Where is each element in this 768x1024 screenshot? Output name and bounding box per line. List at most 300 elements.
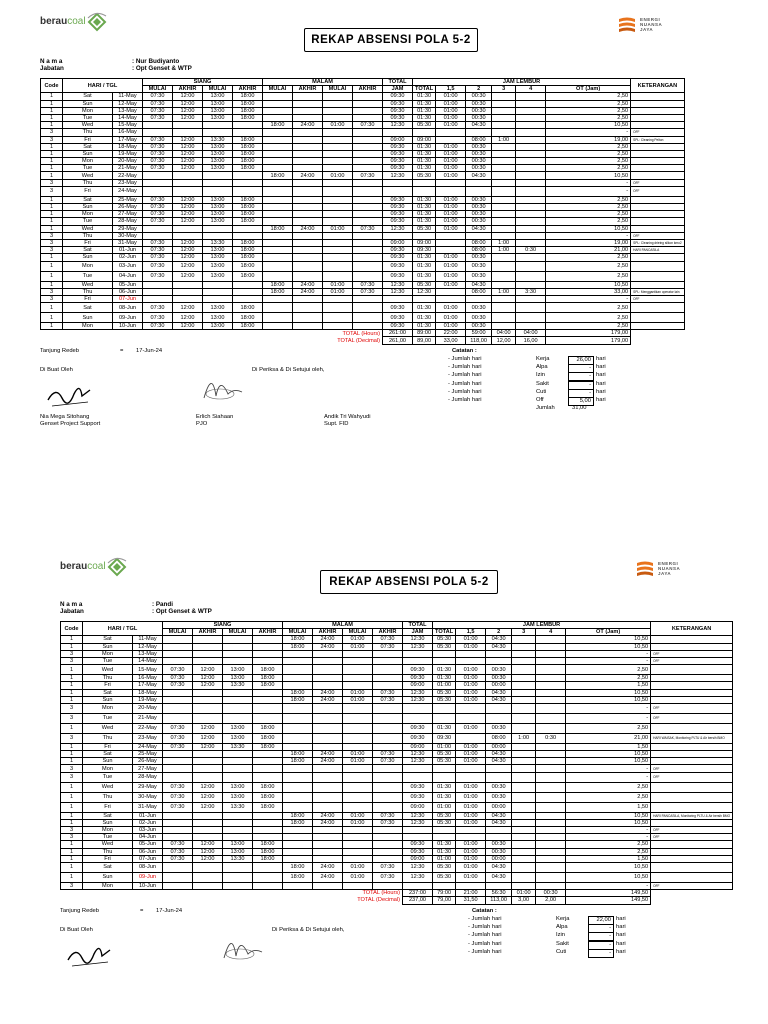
cell-col-14: 00:30 (466, 143, 492, 150)
cell-col-0: 3 (41, 232, 63, 239)
attendance-table (40, 78, 685, 345)
cell-col-2: 20-May (133, 703, 163, 713)
summary-item-label: - Jumlah hari (468, 948, 502, 955)
cell-col-18: SPL: Menggantikan operator lain (631, 288, 685, 295)
table-row (41, 281, 685, 288)
cell-day: Fri (63, 186, 113, 196)
cell-col-13: 01:00 (456, 782, 486, 792)
made-by-label: Di Buat Oleh (40, 367, 73, 373)
cell-col-9: 01:00 (343, 636, 373, 643)
subheader-mulai: MULAI (203, 86, 233, 93)
enj-word: NUANSA (640, 21, 663, 27)
cell-col-18 (651, 665, 733, 675)
table-row (61, 782, 733, 792)
cell-col-8 (313, 650, 343, 657)
cell-col-9 (323, 114, 353, 121)
cell-col-3: 07:30 (143, 254, 173, 261)
cell-col-14: 00:30 (466, 211, 492, 218)
cell-col-4: 12:00 (173, 165, 203, 172)
cell-col-5: 13:00 (203, 211, 233, 218)
table-row (41, 261, 685, 271)
cell-col-13: 01:00 (436, 100, 466, 107)
cell-col-16 (516, 150, 546, 157)
total-decimal-row-value: 33,00 (436, 337, 466, 344)
cell-col-3 (163, 636, 193, 643)
cell-col-7 (283, 723, 313, 733)
cell-col-14: 00:30 (466, 165, 492, 172)
cell-col-4: 12:00 (193, 782, 223, 792)
cell-col-4: 12:00 (193, 841, 223, 848)
cell-col-6 (253, 862, 283, 872)
cell-col-12: 09:30 (433, 733, 456, 743)
cell-col-13 (436, 186, 466, 196)
cell-col-18 (651, 751, 733, 758)
cell-col-6: 18:00 (233, 313, 263, 323)
cell-col-0: 1 (61, 848, 83, 855)
cell-col-2: 14-May (113, 114, 143, 121)
cell-col-4 (173, 288, 203, 295)
cell-col-11: 09:30 (383, 196, 413, 203)
cell-col-17: 2,50 (546, 100, 631, 107)
cell-col-8: 24:00 (293, 122, 323, 129)
cell-col-16 (516, 211, 546, 218)
signature-image (198, 368, 248, 404)
cell-col-18 (651, 848, 733, 855)
cell-col-4 (193, 827, 223, 834)
cell-col-8 (313, 733, 343, 743)
cell-col-9 (323, 218, 353, 225)
cell-col-15 (492, 204, 516, 211)
cell-col-9 (343, 682, 373, 689)
total-hours-row-value: 21:00 (456, 890, 486, 897)
cell-col-9 (343, 765, 373, 772)
table-row (61, 703, 733, 713)
cell-col-2: 28-May (133, 772, 163, 782)
cell-day: Fri (83, 743, 133, 750)
table-row (61, 812, 733, 819)
cell-col-0: 1 (41, 143, 63, 150)
header-day-date: HARI / TGL (63, 79, 143, 93)
cell-col-6: 18:00 (253, 743, 283, 750)
cell-col-7: 18:00 (283, 643, 313, 650)
cell-col-0: 1 (61, 696, 83, 703)
total-decimal-row-value: 3,00 (512, 897, 536, 904)
cell-col-14: 00:30 (466, 218, 492, 225)
cell-col-8 (293, 93, 323, 100)
cell-day: Wed (83, 782, 133, 792)
cell-col-10: 07:30 (373, 862, 403, 872)
cell-col-4: 12:00 (173, 143, 203, 150)
job-label: Jabatan (60, 608, 84, 615)
cell-col-8 (293, 204, 323, 211)
cell-col-7 (263, 303, 293, 313)
total-decimal-row-value: 113,00 (486, 897, 512, 904)
cell-day: Sat (63, 247, 113, 254)
cell-col-12: 09:00 (413, 239, 436, 246)
cell-col-8 (313, 703, 343, 713)
cell-col-8 (313, 848, 343, 855)
cell-col-17: 2,50 (546, 323, 631, 330)
cell-col-6 (253, 812, 283, 819)
cell-col-9: 01:00 (323, 288, 353, 295)
summary-item-type: Sakit (556, 940, 569, 947)
cell-col-10: 07:30 (373, 696, 403, 703)
cell-col-3: 07:30 (143, 303, 173, 313)
table-row (61, 636, 733, 643)
cell-col-5: 13:00 (223, 675, 253, 682)
cell-col-6: 18:00 (233, 261, 263, 271)
table-row (41, 271, 685, 281)
cell-col-18 (631, 165, 685, 172)
cell-col-8 (293, 107, 323, 114)
cell-col-8: 24:00 (313, 812, 343, 819)
cell-col-15 (512, 872, 536, 882)
cell-col-14: 00:30 (466, 100, 492, 107)
cell-day: Fri (83, 802, 133, 812)
cell-col-13 (456, 772, 486, 782)
cell-col-18 (651, 696, 733, 703)
cell-col-5: 13:00 (203, 150, 233, 157)
summary-item-value: - (588, 932, 614, 941)
cell-col-3: 07:30 (143, 218, 173, 225)
cell-col-18: SPL: Cleaning Pelton (631, 136, 685, 143)
cell-col-15 (492, 158, 516, 165)
cell-col-12: 01:30 (413, 254, 436, 261)
cell-col-18: HARI PANCASILA (631, 247, 685, 254)
cell-col-15: 1:00 (492, 136, 516, 143)
cell-col-18: OFF (631, 129, 685, 136)
cell-col-2: 12-May (113, 100, 143, 107)
cell-col-7 (263, 129, 293, 136)
cell-col-17: 19,00 (546, 239, 631, 246)
cell-col-0: 1 (61, 665, 83, 675)
cell-col-15 (492, 172, 516, 179)
cell-col-0: 1 (61, 743, 83, 750)
cell-col-8 (293, 136, 323, 143)
cell-col-14 (486, 882, 512, 889)
cell-col-12 (433, 827, 456, 834)
cell-col-2: 17-May (113, 136, 143, 143)
cell-col-16 (516, 107, 546, 114)
cell-day: Fri (83, 682, 133, 689)
cell-col-5: 13:00 (203, 218, 233, 225)
summary-item-type: Izin (556, 932, 566, 939)
cell-col-10 (353, 204, 383, 211)
cell-col-10 (353, 100, 383, 107)
cell-col-0: 3 (41, 247, 63, 254)
cell-col-6: 18:00 (253, 682, 283, 689)
table-row (61, 872, 733, 882)
cell-col-6: 18:00 (233, 239, 263, 246)
cell-col-15 (512, 827, 536, 834)
cell-col-17: 2,50 (546, 158, 631, 165)
cell-col-18 (631, 211, 685, 218)
cell-col-15 (512, 689, 536, 696)
cell-col-9 (323, 232, 353, 239)
cell-day: Sat (63, 93, 113, 100)
cell-col-15 (512, 751, 536, 758)
cell-col-16 (536, 848, 566, 855)
cell-col-9 (343, 827, 373, 834)
cell-col-12: 01:00 (433, 682, 456, 689)
subheader-l2: 2 (466, 86, 492, 93)
cell-col-9 (323, 261, 353, 271)
table-row (41, 186, 685, 196)
cell-col-13: 01:00 (456, 758, 486, 765)
cell-col-13: 01:00 (456, 682, 486, 689)
cell-col-0: 3 (61, 882, 83, 889)
cell-col-14: 00:30 (486, 675, 512, 682)
cell-col-5 (223, 819, 253, 826)
cell-col-13 (456, 650, 486, 657)
cell-col-7 (283, 765, 313, 772)
cell-col-2: 27-May (133, 765, 163, 772)
cell-col-3: 07:30 (143, 196, 173, 203)
cell-col-3: 07:30 (143, 143, 173, 150)
cell-col-5 (223, 834, 253, 841)
cell-col-16 (516, 232, 546, 239)
cell-col-9 (343, 703, 373, 713)
cell-col-8 (293, 165, 323, 172)
cell-col-2: 22-May (113, 172, 143, 179)
cell-col-9 (323, 165, 353, 172)
cell-col-16 (516, 281, 546, 288)
cell-col-15 (492, 232, 516, 239)
cell-col-12: 05:30 (413, 281, 436, 288)
cell-col-16 (536, 675, 566, 682)
cell-col-16 (536, 696, 566, 703)
cell-col-16 (536, 882, 566, 889)
cell-col-3 (163, 872, 193, 882)
cell-day: Sun (63, 313, 113, 323)
cell-col-3 (163, 812, 193, 819)
subheader-ltotal: TOTAL (413, 86, 436, 93)
cell-col-12: 05:30 (413, 225, 436, 232)
cell-col-2: 06-Jun (133, 848, 163, 855)
cell-col-6 (253, 758, 283, 765)
cell-col-12 (413, 129, 436, 136)
cell-col-14: 04:30 (486, 758, 512, 765)
cell-col-6: 18:00 (233, 196, 263, 203)
cell-col-7 (263, 323, 293, 330)
cell-col-4 (173, 129, 203, 136)
subheader-mulai: MULAI (143, 86, 173, 93)
total-decimal-row-value: 237,00 (403, 897, 433, 904)
cell-col-7 (263, 158, 293, 165)
table-row (41, 100, 685, 107)
cell-col-14: 08:00 (466, 288, 492, 295)
cell-col-0: 1 (41, 211, 63, 218)
cell-col-2: 05-Jun (133, 841, 163, 848)
cell-col-2: 20-May (113, 158, 143, 165)
cell-col-11: 09:30 (403, 848, 433, 855)
total-decimal-row-value: 149,50 (566, 897, 651, 904)
cell-col-12: 01:30 (413, 271, 436, 281)
enj-word: ENERGI (658, 560, 679, 566)
cell-col-12: 01:30 (433, 675, 456, 682)
cell-col-16 (536, 665, 566, 675)
cell-col-4: 12:00 (173, 204, 203, 211)
cell-col-16 (516, 204, 546, 211)
cell-col-2: 28-May (113, 218, 143, 225)
total-hours-row (61, 890, 733, 897)
cell-col-17: 1,50 (566, 802, 651, 812)
cell-col-6: 18:00 (253, 848, 283, 855)
cell-col-10 (353, 158, 383, 165)
total-hours-row-value: 01:00 (512, 890, 536, 897)
cell-col-0: 1 (41, 100, 63, 107)
table-row (61, 723, 733, 733)
cell-col-12 (433, 765, 456, 772)
cell-col-15 (512, 848, 536, 855)
cell-col-18 (631, 281, 685, 288)
cell-col-16 (536, 772, 566, 782)
cell-col-16 (516, 158, 546, 165)
cell-col-12: 01:30 (413, 204, 436, 211)
cell-day: Thu (83, 675, 133, 682)
cell-col-7 (263, 186, 293, 196)
cell-col-6: 18:00 (233, 100, 263, 107)
cell-col-15 (512, 713, 536, 723)
summary-item-type: Kerja (556, 916, 570, 922)
cell-col-14: 00:30 (486, 782, 512, 792)
cell-col-3: 07:30 (143, 165, 173, 172)
cell-col-14: 00:00 (486, 682, 512, 689)
cell-col-5: 13:00 (223, 841, 253, 848)
cell-col-3 (163, 713, 193, 723)
cell-col-4 (193, 882, 223, 889)
subheader-jam: JAM (383, 86, 413, 93)
cell-col-14 (486, 772, 512, 782)
summary-item-value: 5,00 (568, 397, 594, 406)
cell-col-2: 09-Jun (113, 313, 143, 323)
cell-col-4: 12:00 (193, 723, 223, 733)
cell-col-7: 18:00 (283, 751, 313, 758)
cell-col-4: 12:00 (173, 150, 203, 157)
cell-col-10 (373, 713, 403, 723)
table-row (41, 239, 685, 246)
cell-col-13: 01:00 (436, 196, 466, 203)
cell-col-18 (631, 271, 685, 281)
cell-day: Mon (63, 211, 113, 218)
cell-col-15 (512, 675, 536, 682)
cell-col-12: 05:30 (413, 172, 436, 179)
cell-col-17: 10,50 (566, 812, 651, 819)
cell-col-11: 09:30 (383, 143, 413, 150)
cell-col-9 (343, 650, 373, 657)
cell-col-5 (223, 827, 253, 834)
cell-col-5 (203, 288, 233, 295)
cell-col-0: 1 (61, 723, 83, 733)
summary-item-label: - Jumlah hari (448, 364, 482, 371)
cell-col-13: 01:00 (456, 675, 486, 682)
cell-col-15 (512, 802, 536, 812)
table-row (41, 323, 685, 330)
table-row (61, 713, 733, 723)
table-row (41, 93, 685, 100)
cell-day: Wed (63, 281, 113, 288)
cell-col-7: 18:00 (263, 172, 293, 179)
cell-col-17: - (566, 657, 651, 664)
cell-col-10 (353, 150, 383, 157)
cell-col-11: 09:30 (383, 218, 413, 225)
cell-col-5: 13:00 (223, 782, 253, 792)
cell-col-16 (536, 782, 566, 792)
table-row (61, 758, 733, 765)
cell-col-18 (631, 158, 685, 165)
cell-col-18 (651, 682, 733, 689)
cell-col-15 (512, 657, 536, 664)
cell-col-18 (631, 172, 685, 179)
cell-col-8: 24:00 (293, 288, 323, 295)
cell-col-6: 18:00 (233, 107, 263, 114)
cell-col-18: OFF (651, 772, 733, 782)
cell-col-18: OFF (651, 765, 733, 772)
cell-col-10: 07:30 (373, 812, 403, 819)
cell-col-12 (433, 703, 456, 713)
cell-col-7: 18:00 (263, 288, 293, 295)
cell-col-0: 1 (41, 196, 63, 203)
cell-col-2: 15-May (133, 665, 163, 675)
cell-col-8: 24:00 (293, 225, 323, 232)
summary-item-value: 22,00 (588, 916, 614, 925)
cell-col-11 (403, 650, 433, 657)
cell-col-15 (492, 196, 516, 203)
cell-col-15 (512, 636, 536, 643)
cell-col-18 (631, 196, 685, 203)
total-hours-row-value: 89:00 (413, 330, 436, 337)
cell-col-10 (353, 218, 383, 225)
cell-col-5: 13:00 (203, 93, 233, 100)
cell-col-17: 10,50 (566, 643, 651, 650)
cell-col-7 (283, 665, 313, 675)
cell-col-11 (403, 703, 433, 713)
cell-col-17: - (566, 650, 651, 657)
cell-col-9: 01:00 (343, 696, 373, 703)
cell-col-15 (512, 723, 536, 733)
cell-col-12: 01:30 (413, 93, 436, 100)
cell-col-13: 01:00 (456, 841, 486, 848)
cell-day: Wed (83, 723, 133, 733)
cell-col-11: 12:30 (403, 636, 433, 643)
subheader-l3: 3 (512, 629, 536, 636)
signer-name: Andik Tri Wahyudi (324, 414, 371, 420)
cell-col-18: OFF (651, 713, 733, 723)
cell-col-18: OFF (631, 232, 685, 239)
cell-col-5 (203, 129, 233, 136)
cell-day: Sun (63, 254, 113, 261)
cell-col-9 (343, 782, 373, 792)
cell-col-15 (512, 882, 536, 889)
cell-col-16 (516, 196, 546, 203)
cell-col-13: 01:00 (456, 665, 486, 675)
cell-col-11 (403, 657, 433, 664)
cell-col-7 (263, 107, 293, 114)
cell-col-10 (373, 882, 403, 889)
cell-col-17: - (566, 772, 651, 782)
cell-col-4: 12:00 (173, 158, 203, 165)
cell-col-9 (323, 295, 353, 302)
logo-wordmark (60, 561, 106, 572)
cell-col-8 (293, 114, 323, 121)
cell-day: Sun (83, 643, 133, 650)
cell-col-16 (516, 143, 546, 150)
cell-col-14 (486, 657, 512, 664)
cell-col-0: 1 (41, 323, 63, 330)
cell-col-18 (651, 689, 733, 696)
cell-col-9: 01:00 (343, 812, 373, 819)
cell-col-10 (353, 211, 383, 218)
